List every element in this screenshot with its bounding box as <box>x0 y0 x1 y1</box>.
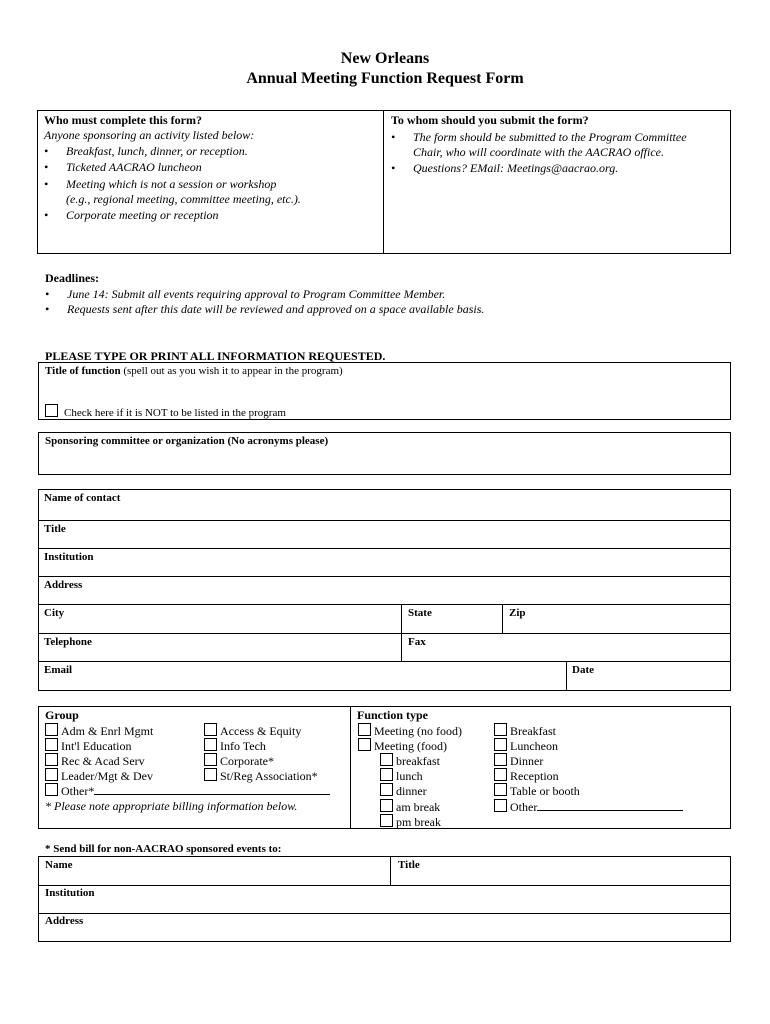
checkbox[interactable] <box>494 799 507 812</box>
function-breakfast[interactable]: Breakfast <box>494 723 556 739</box>
checkbox[interactable] <box>358 738 371 751</box>
group-option-access[interactable]: Access & Equity <box>204 723 301 739</box>
function-sub-lunch[interactable]: lunch <box>380 768 423 784</box>
info-divider <box>383 110 384 254</box>
contact-institution-label: Institution <box>44 551 94 563</box>
checkbox[interactable] <box>204 768 217 781</box>
checkbox[interactable] <box>45 723 58 736</box>
checkbox[interactable] <box>45 783 58 796</box>
checkbox[interactable] <box>380 783 393 796</box>
contact-zip-label: Zip <box>509 607 526 619</box>
not-listed-checkbox-row[interactable]: Check here if it is NOT to be listed in the program <box>45 404 286 419</box>
group-billing-note: * Please note appropriate billing information below. <box>45 799 298 813</box>
submit-item-1: • The form should be submitted to the Program Committee <box>391 130 687 144</box>
checkbox[interactable] <box>45 768 58 781</box>
checkbox[interactable] <box>494 783 507 796</box>
group-option-corporate[interactable]: Corporate* <box>204 753 274 769</box>
contact-date-label: Date <box>572 664 594 676</box>
submit-heading: To whom should you submit the form? <box>391 113 589 127</box>
deadlines-heading: Deadlines: <box>45 271 99 285</box>
submit-item-2: • Questions? EMail: Meetings@aacrao.org. <box>391 161 619 175</box>
contact-telephone-label: Telephone <box>44 636 92 648</box>
checkbox[interactable] <box>494 768 507 781</box>
checkbox[interactable] <box>45 738 58 751</box>
function-other[interactable]: Other <box>494 799 683 815</box>
not-listed-checkbox[interactable] <box>45 404 58 417</box>
contact-city-label: City <box>44 607 65 619</box>
group-heading: Group <box>45 708 79 722</box>
checkbox[interactable] <box>204 753 217 766</box>
function-sub-pm-break[interactable]: pm break <box>380 814 441 830</box>
checkbox[interactable] <box>380 814 393 827</box>
who-heading: Who must complete this form? <box>44 113 202 127</box>
function-meeting-no-food[interactable]: Meeting (no food) <box>358 723 462 739</box>
billing-address-label: Address <box>45 915 84 927</box>
form-title-line1: New Orleans <box>340 50 430 67</box>
checkbox[interactable] <box>380 799 393 812</box>
group-option-infotech[interactable]: Info Tech <box>204 738 266 754</box>
checkbox[interactable] <box>380 768 393 781</box>
deadline-item-1: • June 14: Submit all events requiring approval to Program Committee Member. <box>45 287 446 301</box>
contact-address-label: Address <box>44 579 83 591</box>
function-type-heading: Function type <box>357 708 429 722</box>
contact-fax-label: Fax <box>408 636 426 648</box>
checkbox[interactable] <box>494 723 507 736</box>
billing-table <box>38 856 731 942</box>
billing-name-label: Name <box>45 859 73 871</box>
group-other-line[interactable] <box>94 794 330 795</box>
checkbox[interactable] <box>204 738 217 751</box>
group-option-intl[interactable]: Int'l Education <box>45 738 131 754</box>
checkbox[interactable] <box>380 753 393 766</box>
checkbox[interactable] <box>494 753 507 766</box>
group-option-leader[interactable]: Leader/Mgt & Dev <box>45 768 153 784</box>
function-sub-breakfast[interactable]: breakfast <box>380 753 440 769</box>
billing-institution-label: Institution <box>45 887 95 899</box>
contact-title-label: Title <box>44 523 66 535</box>
billing-heading: * Send bill for non-AACRAO sponsored events to: <box>45 843 282 855</box>
who-item-3: • Meeting which is not a session or workshop <box>44 177 277 191</box>
sponsor-label: Sponsoring committee or organization (No acronyms please) <box>45 435 329 447</box>
function-table-booth[interactable]: Table or booth <box>494 783 580 799</box>
group-option-streg[interactable]: St/Reg Association* <box>204 768 318 784</box>
contact-name-label: Name of contact <box>44 492 121 504</box>
submit-item-1-cont: Chair, who will coordinate with the AACRAO office. <box>413 145 664 159</box>
title-of-function-label: Title of function (spell out as you wish it to appear in the program) <box>45 365 343 377</box>
function-other-line[interactable] <box>537 810 683 811</box>
who-intro: Anyone sponsoring an activity listed below: <box>44 128 255 142</box>
group-option-rec[interactable]: Rec & Acad Serv <box>45 753 145 769</box>
group-option-other[interactable]: Other* <box>45 783 330 799</box>
form-title-line2: Annual Meeting Function Request Form <box>246 70 524 87</box>
function-meeting-food[interactable]: Meeting (food) <box>358 738 447 754</box>
function-reception[interactable]: Reception <box>494 768 559 784</box>
who-item-2: • Ticketed AACRAO luncheon <box>44 160 202 174</box>
instructions: PLEASE TYPE OR PRINT ALL INFORMATION REQUESTED. <box>45 349 386 363</box>
contact-email-label: Email <box>44 664 73 676</box>
deadline-item-2: • Requests sent after this date will be reviewed and approved on a space available basis. <box>45 302 485 316</box>
billing-title-label: Title <box>398 859 420 871</box>
checkbox[interactable] <box>45 753 58 766</box>
who-item-1: • Breakfast, lunch, dinner, or reception. <box>44 144 248 158</box>
who-item-3-cont: (e.g., regional meeting, committee meeting, etc.). <box>66 192 301 206</box>
who-item-4: • Corporate meeting or reception <box>44 208 219 222</box>
checkbox[interactable] <box>204 723 217 736</box>
function-dinner[interactable]: Dinner <box>494 753 543 769</box>
function-luncheon[interactable]: Luncheon <box>494 738 558 754</box>
checkbox[interactable] <box>494 738 507 751</box>
group-option-adm[interactable]: Adm & Enrl Mgmt <box>45 723 153 739</box>
checkbox[interactable] <box>358 723 371 736</box>
contact-state-label: State <box>408 607 432 619</box>
function-sub-dinner[interactable]: dinner <box>380 783 427 799</box>
function-sub-am-break[interactable]: am break <box>380 799 440 815</box>
